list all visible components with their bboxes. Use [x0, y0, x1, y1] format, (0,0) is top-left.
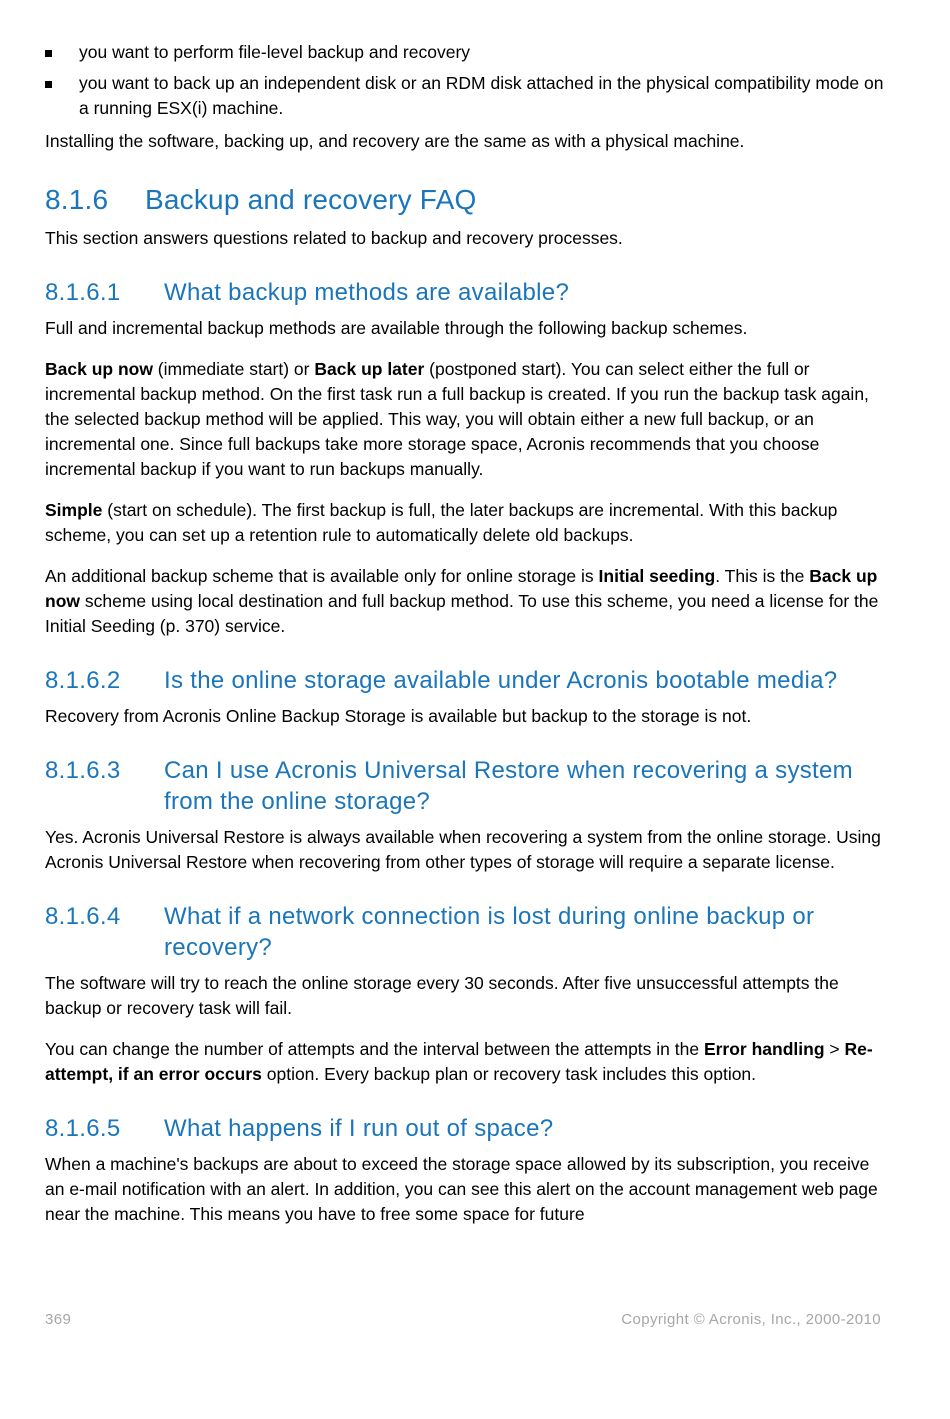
faq-paragraph: The software will try to reach the online storage every 30 seconds. After five unsuccessful attempts the backup or recovery task will fail. — [45, 973, 839, 1018]
text-run: You can change the number of attempts and the interval between the attempts in the — [45, 1039, 704, 1059]
section-number: 8.1.6 — [45, 184, 109, 215]
text-run: option. Every backup plan or recovery task includes this option. — [261, 1064, 757, 1084]
bold-term: Initial seeding — [598, 566, 716, 586]
bullet-item: you want to perform file-level backup and recovery — [45, 40, 885, 65]
bold-term: Simple — [45, 500, 103, 520]
bold-term: Back up later — [314, 359, 425, 379]
bullet-item: you want to back up an independent disk or an RDM disk attached in the physical compatibility mode on a running ESX(i) machine. — [45, 71, 885, 121]
section-heading — [45, 184, 885, 216]
faq-number: 8.1.6.3 — [45, 757, 121, 784]
faq-title: What if a network connection is lost during online backup or recovery? — [164, 903, 815, 961]
faq-number: 8.1.6.5 — [45, 1115, 121, 1142]
faq-paragraph — [45, 564, 885, 639]
faq-heading-1 — [45, 277, 885, 308]
document-page — [45, 40, 885, 1243]
intro-paragraph: Installing the software, backing up, and recovery are the same as with a physical machine. — [45, 131, 745, 151]
faq-paragraph — [45, 498, 885, 548]
faq-paragraph: Yes. Acronis Universal Restore is always available when recovering a system from the online storage. Using Acronis Universal Restore when recovering from other types of storage will require a separate license. — [45, 827, 881, 872]
faq-paragraph: Full and incremental backup methods are available through the following backup schemes. — [45, 318, 748, 338]
section-title: Backup and recovery FAQ — [145, 184, 477, 215]
faq-title: What backup methods are available? — [164, 279, 570, 306]
section-description: This section answers questions related to backup and recovery processes. — [45, 228, 623, 248]
faq-paragraph — [45, 357, 885, 482]
faq-heading-3 — [45, 755, 885, 817]
text-run: > — [824, 1039, 845, 1059]
text-run: scheme using local destination and full backup method. To use this scheme, you need a license for the Initial Seeding (p. 370) service. — [45, 591, 879, 636]
bold-term: Back up now — [45, 566, 878, 611]
text-run: An additional backup scheme that is available only for online storage is — [45, 566, 599, 586]
faq-title: Can I use Acronis Universal Restore when recovering a system from the online storage? — [164, 757, 853, 815]
faq-heading-4 — [45, 901, 885, 963]
faq-paragraph — [45, 1037, 885, 1087]
faq-paragraph: Recovery from Acronis Online Backup Storage is available but backup to the storage is not. — [45, 706, 752, 726]
text-run: . This is the — [715, 566, 810, 586]
faq-title: Is the online storage available under Acronis bootable media? — [164, 667, 838, 694]
page-footer — [45, 1311, 881, 1328]
faq-number: 8.1.6.4 — [45, 903, 121, 930]
faq-number: 8.1.6.2 — [45, 667, 121, 694]
text-run: (immediate start) or — [152, 359, 315, 379]
faq-heading-5 — [45, 1113, 885, 1144]
page-number: 369 — [45, 1311, 72, 1328]
bold-term: Back up now — [45, 359, 153, 379]
bullet-list — [45, 40, 885, 121]
bold-term: Re-attempt, if an error occurs — [45, 1039, 873, 1084]
faq-number: 8.1.6.1 — [45, 279, 121, 306]
faq-heading-2 — [45, 665, 885, 696]
copyright-notice: Copyright © Acronis, Inc., 2000-2010 — [621, 1311, 881, 1328]
faq-paragraph: When a machine's backups are about to exceed the storage space allowed by its subscription, you receive an e-mail notification with an alert. In addition, you can see this alert on the account management web page near the machine. This means you have to free some space for future — [45, 1154, 878, 1224]
text-run: (start on schedule). The first backup is full, the later backups are incremental. With this backup scheme, you can set up a retention rule to automatically delete old backups. — [45, 500, 838, 545]
faq-title: What happens if I run out of space? — [164, 1115, 554, 1142]
text-run: (postponed start). You can select either the full or incremental backup method. On the first task run a full backup is created. If you run the backup task again, the selected backup method will be applied. This way, you will obtain either a new full backup, or an incremental one. Since full backups take more storage space, Acronis recommends that you choose incremental backup if you want to run backups manually. — [45, 359, 869, 479]
bold-term: Error handling — [703, 1039, 825, 1059]
